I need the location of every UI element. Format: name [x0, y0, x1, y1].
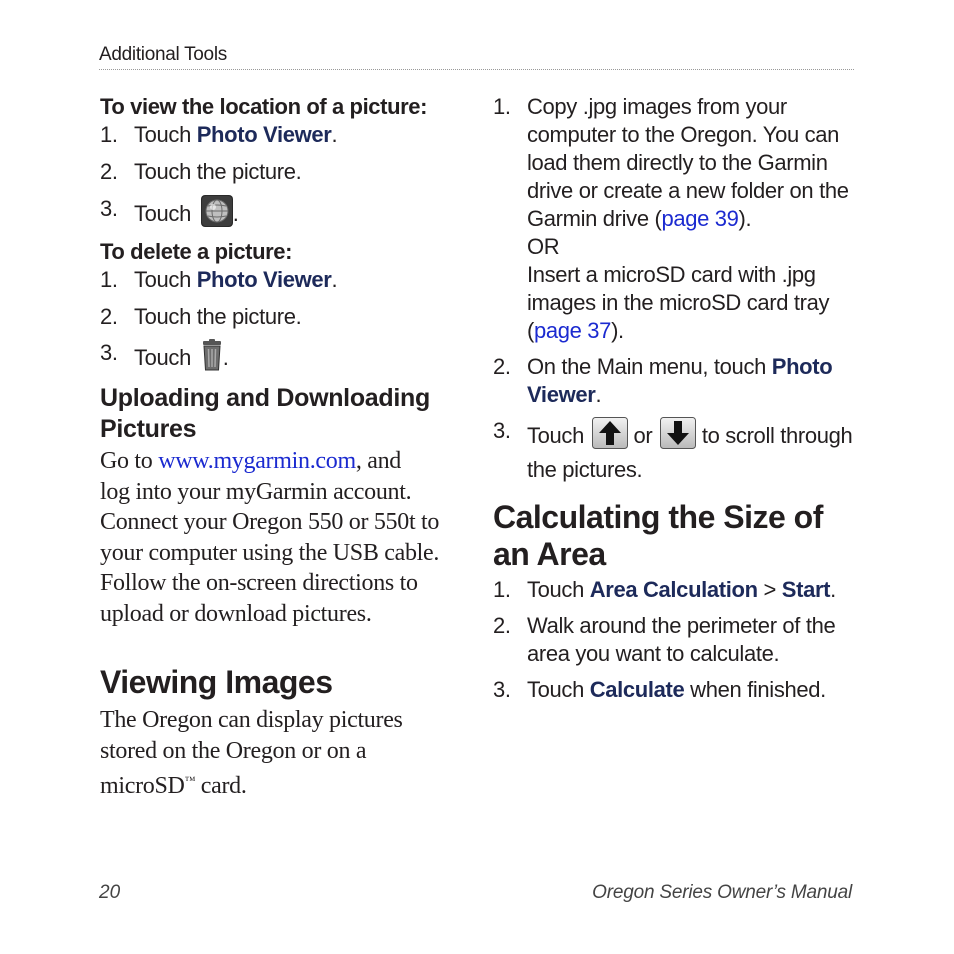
- step-text-post: .: [830, 577, 836, 602]
- step-text-pre: Touch: [527, 423, 590, 448]
- keyword-area-calculation: Area Calculation: [589, 577, 758, 602]
- keyword-start: Start: [781, 577, 831, 602]
- upload-line-2: log into your myGarmin account.: [100, 478, 412, 505]
- upload-text-pre: Go to: [100, 448, 159, 474]
- viewing-paragraph: [100, 705, 403, 802]
- step-line: OR: [527, 234, 560, 259]
- step-text-post: to scroll through: [696, 423, 853, 448]
- view-location-title: To view the location of a picture:: [100, 94, 428, 119]
- step-line: [527, 317, 849, 345]
- keyword-photo-viewer: Photo Viewer: [196, 267, 332, 292]
- step-text-pre: Touch: [134, 267, 197, 292]
- step-text-pre: Touch: [134, 122, 197, 147]
- arrow-up-icon: [592, 417, 628, 456]
- step-number: 2.: [493, 354, 511, 379]
- step-text-post: .: [595, 382, 602, 407]
- area-heading-line-2: an Area: [493, 536, 606, 572]
- trash-icon: [201, 339, 223, 378]
- step-text: [134, 121, 337, 149]
- step-number: 1.: [493, 577, 511, 602]
- step-number: 2.: [493, 613, 511, 638]
- step-text: [134, 339, 228, 378]
- step-text: [527, 576, 836, 604]
- step-text-post: .: [331, 267, 338, 292]
- upload-heading-line-1: Uploading and Downloading: [100, 384, 430, 412]
- area-heading: [493, 499, 823, 573]
- page-39-link[interactable]: page 39: [661, 206, 739, 231]
- microsd-text: microSD: [100, 773, 185, 800]
- step-text-post: .: [222, 345, 229, 370]
- step-number: 1.: [493, 94, 511, 119]
- area-heading-line-1: Calculating the Size of: [493, 499, 823, 535]
- step-text: [527, 353, 832, 409]
- upload-heading-line-2: Pictures: [100, 415, 197, 443]
- step-number: 1.: [100, 122, 118, 147]
- step-line: [527, 417, 852, 456]
- step-text: [527, 93, 849, 345]
- step-separator: >: [757, 577, 782, 602]
- step-text-post: .: [232, 201, 239, 226]
- step-number: 2.: [100, 304, 118, 329]
- step-text-post: ).: [611, 318, 624, 343]
- step-text-pre: Garmin drive (: [527, 206, 662, 231]
- keyword-calculate: Calculate: [589, 677, 685, 702]
- step-number: 3.: [493, 677, 511, 702]
- arrow-down-icon: [660, 417, 696, 456]
- manual-title: Oregon Series Owner’s Manual: [592, 882, 852, 903]
- step-text-post: ).: [738, 206, 752, 231]
- globe-icon: [201, 195, 233, 234]
- step-text: [134, 266, 337, 294]
- step-text-post: when finished.: [684, 677, 826, 702]
- viewing-text-post: card.: [195, 773, 247, 800]
- page-number: 20: [99, 882, 121, 903]
- delete-title: To delete a picture:: [100, 239, 293, 264]
- step-number: 1.: [100, 267, 118, 292]
- step-line: the pictures.: [527, 457, 643, 482]
- step-line: [527, 205, 849, 233]
- step-text: [527, 417, 852, 484]
- step-text-mid: or: [627, 423, 659, 448]
- step-number: 3.: [100, 340, 118, 365]
- viewing-line-1: The Oregon can display pictures: [100, 707, 403, 733]
- step-number: 3.: [100, 196, 118, 221]
- keyword-viewer: Viewer: [527, 382, 596, 407]
- mygarmin-link[interactable]: www.mygarmin.com: [158, 448, 356, 474]
- step-text: Touch the picture.: [134, 304, 302, 329]
- keyword-photo-viewer: Photo Viewer: [196, 122, 332, 147]
- step-line: area you want to calculate.: [527, 641, 780, 666]
- step-text-post: .: [331, 122, 338, 147]
- upload-heading: [100, 383, 430, 445]
- upload-line-1: [100, 446, 439, 477]
- viewing-line-2: stored on the Oregon or on a: [100, 737, 367, 764]
- upload-line-3: Connect your Oregon 550 or 550t to: [100, 509, 440, 536]
- viewing-line-3: [100, 766, 403, 802]
- step-text: [134, 195, 238, 234]
- step-line: load them directly to the Garmin: [527, 150, 828, 175]
- step-line: Insert a microSD card with .jpg: [527, 262, 816, 287]
- step-text-pre: Touch: [527, 577, 590, 602]
- upload-paragraph: [100, 446, 439, 630]
- upload-text-post: , and: [355, 448, 401, 474]
- step-line: drive or create a new folder on the: [527, 178, 849, 203]
- running-header: Additional Tools: [99, 44, 227, 65]
- step-number: 2.: [100, 159, 118, 184]
- step-text-pre: Touch: [527, 677, 590, 702]
- step-line: Walk around the perimeter of the: [527, 613, 836, 638]
- upload-line-6: upload or download pictures.: [100, 600, 372, 627]
- step-line: [527, 353, 832, 381]
- viewing-images-heading: Viewing Images: [100, 664, 333, 700]
- step-line: [527, 381, 832, 409]
- step-text-pre: (: [527, 318, 534, 343]
- step-number: 3.: [493, 418, 511, 443]
- step-line: Copy .jpg images from your: [527, 94, 787, 119]
- page-37-link[interactable]: page 37: [533, 318, 612, 343]
- step-line: computer to the Oregon. You can: [527, 122, 840, 147]
- upload-line-5: Follow the on-screen directions to: [100, 570, 418, 597]
- step-text: Touch the picture.: [134, 159, 302, 184]
- step-text: [527, 676, 826, 704]
- step-text: [527, 612, 835, 668]
- step-line: images in the microSD card tray: [527, 290, 830, 315]
- step-text-pre: Touch: [134, 345, 197, 370]
- header-divider: [99, 69, 854, 70]
- trademark-mark: ™: [184, 775, 196, 788]
- step-text-pre: Touch: [134, 201, 197, 226]
- keyword-photo: Photo: [771, 354, 833, 379]
- step-text-pre: On the Main menu, touch: [527, 354, 772, 379]
- upload-line-4: your computer using the USB cable.: [100, 539, 440, 566]
